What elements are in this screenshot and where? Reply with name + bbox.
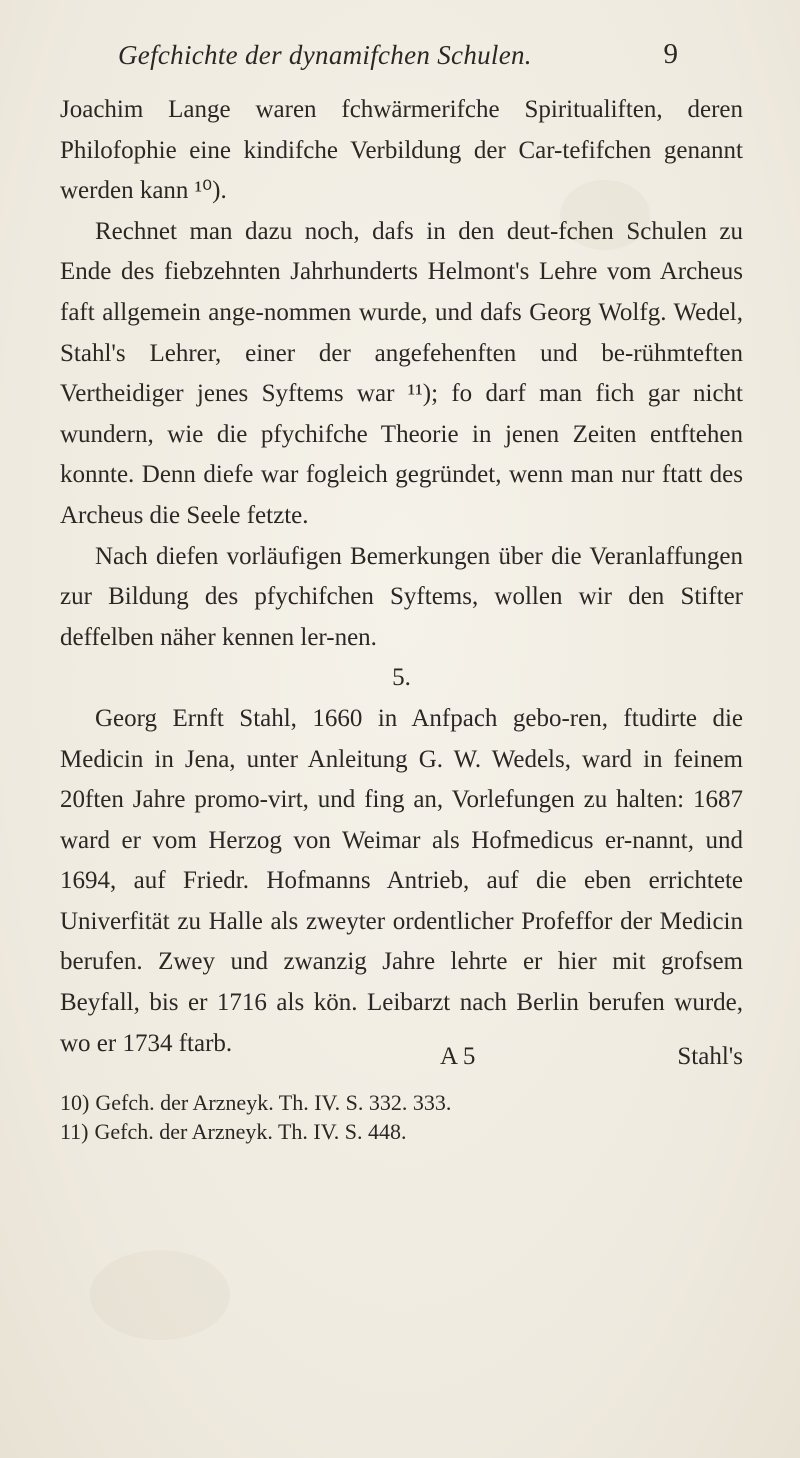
paper-stain (90, 1250, 230, 1340)
footnote-text: Gefch. der Arzneyk. Th. IV. S. 332. 333. (95, 1090, 452, 1115)
footnote-mark: 11) (60, 1119, 89, 1144)
section-number: 5. (392, 664, 411, 692)
footnote (60, 1117, 743, 1146)
paragraph: Rechnet man dazu noch, dafs in den deut-fchen Schulen zu Ende des fiebzehnten Jahrhunderts Helmont's Lehre vom Archeus faft allgemein ange-nommen wurde, und dafs Georg Wolfg. Wedel, Stahl's Lehrer, einer der angefehenften und be-rühmteften Vertheidiger jenes Syftems war ¹¹); fo darf man fich gar nicht wundern, wie die pfychifche Theorie in jenen Zeiten entftehen konnte. Denn diefe war fogleich gegründet, wenn man nur ftatt des Archeus die Seele fetzte. (60, 217, 743, 529)
footnote-mark: 10) (60, 1090, 90, 1115)
paragraph: Nach diefen vorläufigen Bemerkungen über die Veranlaffungen zur Bildung des pfychifchen Syftems, wollen wir den Stifter deffelben näher kennen ler-nen. (60, 542, 743, 651)
catchword: Stahl's (677, 1043, 743, 1070)
signature-mark: A 5 (440, 1043, 476, 1070)
paragraph: Georg Ernft Stahl, 1660 in Anfpach gebo-ren, ftudirte die Medicin in Jena, unter Anleitung G. W. Wedels, ward in feinem 20ften Jahre promo-virt, und fing an, Vorlefungen zu halten: 1687 ward er vom Herzog von Weimar als Hofmedicus er-nannt, und 1694, auf Friedr. Hofmanns Antrieb, auf die eben errichtete Univerfität zu Halle als zweyter ordentlicher Profeffor der Medicin berufen. Zwey und zwanzig Jahre lehrte er hier mit grofsem Beyfall, bis er 1716 als kön. Leibarzt nach Berlin berufen wurde, wo er 1734 ftarb. (60, 704, 743, 1057)
page-header (118, 40, 678, 80)
main-text (60, 90, 743, 1064)
footnotes (60, 1088, 743, 1146)
footnote (60, 1088, 743, 1117)
paragraph: Joachim Lange waren fchwärmerifche Spiritualiften, deren Philofophie eine kindifche Verbildung der Car-tefifchen genannt werden kann ¹⁰). (60, 96, 743, 205)
running-head: Gefchichte der dynamifchen Schulen. (118, 40, 532, 70)
page-number: 9 (663, 38, 678, 70)
footnote-text: Gefch. der Arzneyk. Th. IV. S. 448. (94, 1119, 407, 1144)
catch-line (60, 1043, 743, 1079)
